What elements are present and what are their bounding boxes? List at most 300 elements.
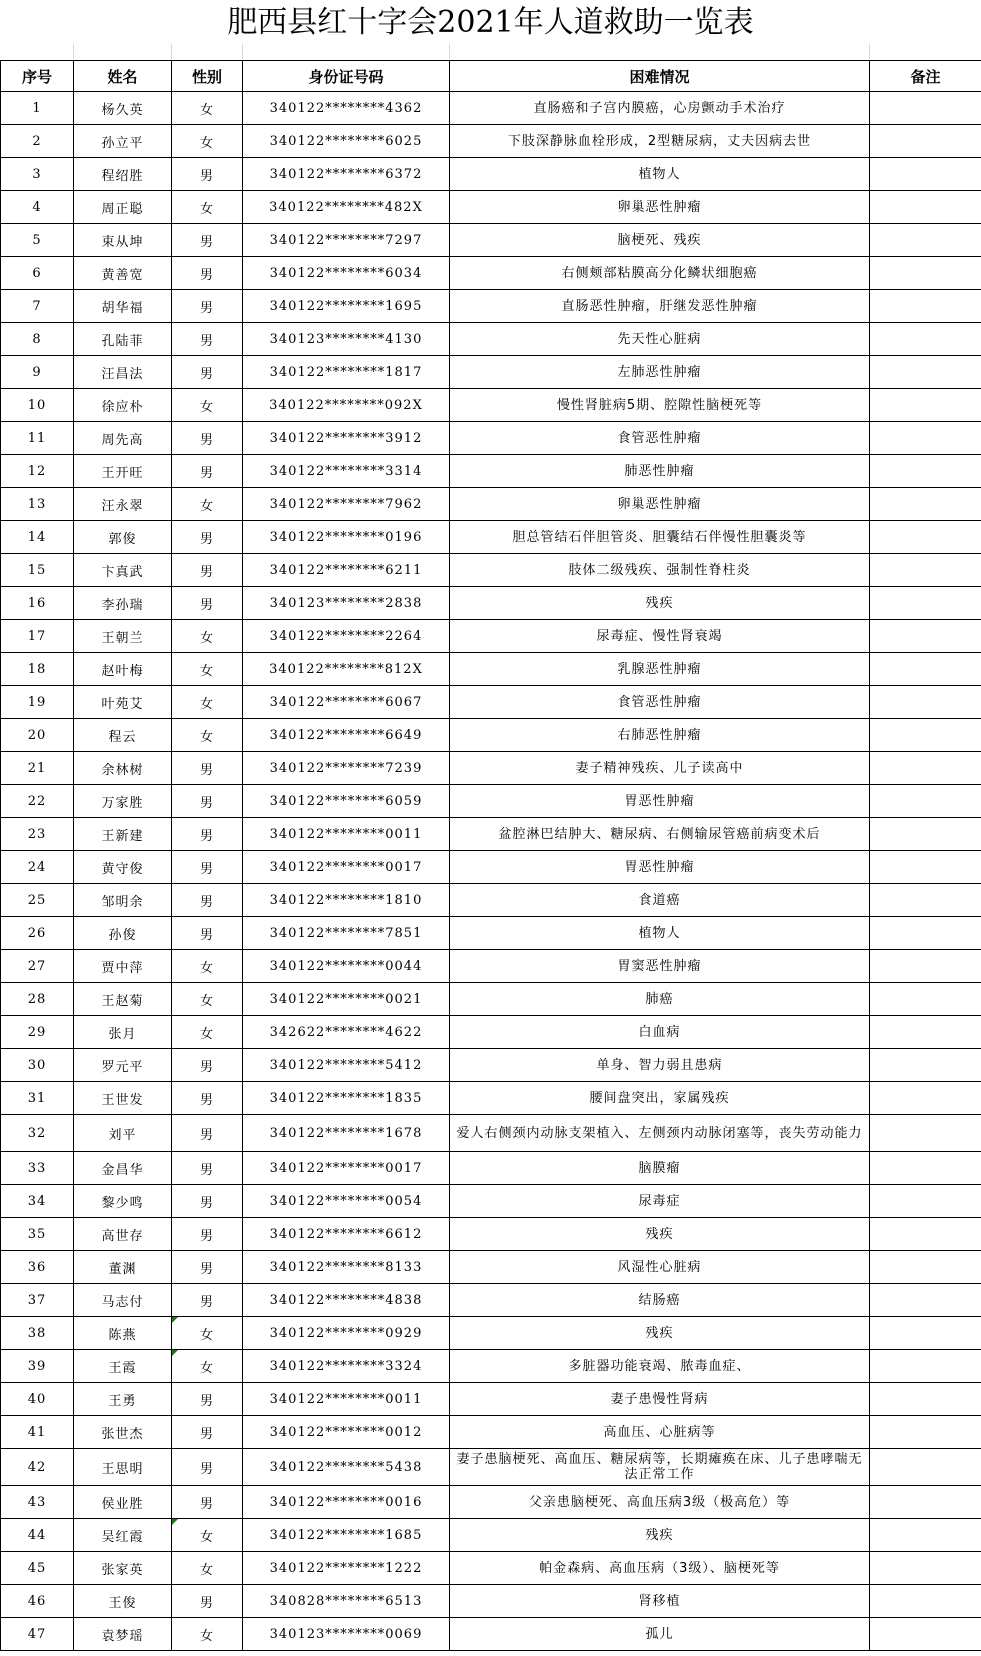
cell-seq: 15 (1, 554, 74, 587)
cell-condition: 肺癌 (450, 983, 870, 1016)
cell-seq: 21 (1, 752, 74, 785)
cell-name: 程云 (74, 719, 172, 752)
cell-remark (870, 323, 981, 356)
cell-remark (870, 224, 981, 257)
cell-seq: 42 (1, 1449, 74, 1486)
cell-seq: 14 (1, 521, 74, 554)
cell-gender: 女 (172, 1350, 243, 1383)
cell-condition: 植物人 (450, 917, 870, 950)
cell-remark (870, 1519, 981, 1552)
table-row (1, 1251, 981, 1284)
cell-remark (870, 158, 981, 191)
table-row (1, 1618, 981, 1651)
table-row (1, 884, 981, 917)
cell-gender: 男 (172, 1284, 243, 1317)
table-row (1, 686, 981, 719)
cell-seq: 37 (1, 1284, 74, 1317)
cell-id-number: 340122********0011 (243, 818, 450, 851)
cell-seq: 11 (1, 422, 74, 455)
table-row (1, 1185, 981, 1218)
cell-remark (870, 884, 981, 917)
cell-gender: 男 (172, 752, 243, 785)
cell-gender: 男 (172, 818, 243, 851)
table-row (1, 1519, 981, 1552)
cell-id-number: 340122********1685 (243, 1519, 450, 1552)
cell-id-number: 340122********1678 (243, 1115, 450, 1152)
cell-id-number: 340122********7239 (243, 752, 450, 785)
cell-name: 吴红霞 (74, 1519, 172, 1552)
cell-id-number: 340122********3324 (243, 1350, 450, 1383)
cell-gender: 男 (172, 1383, 243, 1416)
cell-seq: 3 (1, 158, 74, 191)
cell-remark (870, 785, 981, 818)
cell-seq: 25 (1, 884, 74, 917)
cell-name: 王赵菊 (74, 983, 172, 1016)
table-row (1, 521, 981, 554)
cell-name: 孙俊 (74, 917, 172, 950)
cell-seq: 43 (1, 1486, 74, 1519)
cell-gender: 女 (172, 1519, 243, 1552)
cell-id-number: 340122********3314 (243, 455, 450, 488)
cell-gender: 男 (172, 554, 243, 587)
cell-id-number: 340122********0929 (243, 1317, 450, 1350)
cell-seq: 2 (1, 125, 74, 158)
cell-name: 王世发 (74, 1082, 172, 1115)
cell-gender: 男 (172, 1115, 243, 1152)
cell-id-number: 340122********5412 (243, 1049, 450, 1082)
cell-gender: 女 (172, 686, 243, 719)
table-row (1, 1016, 981, 1049)
table-body (1, 92, 981, 1651)
cell-name: 叶苑艾 (74, 686, 172, 719)
header-seq: 序号 (1, 61, 74, 92)
cell-remark (870, 983, 981, 1016)
cell-gender: 男 (172, 521, 243, 554)
cell-seq: 27 (1, 950, 74, 983)
table-row (1, 1449, 981, 1486)
cell-gender: 男 (172, 1251, 243, 1284)
cell-condition: 帕金森病、高血压病（3级）、脑梗死等 (450, 1552, 870, 1585)
cell-name: 杨久英 (74, 92, 172, 125)
table-row (1, 587, 981, 620)
cell-id-number: 342622********4622 (243, 1016, 450, 1049)
cell-remark (870, 356, 981, 389)
cell-seq: 41 (1, 1416, 74, 1449)
cell-name: 王俊 (74, 1585, 172, 1618)
header-condition: 困难情况 (450, 61, 870, 92)
cell-name: 袁梦瑶 (74, 1618, 172, 1651)
cell-name: 高世存 (74, 1218, 172, 1251)
cell-condition: 白血病 (450, 1016, 870, 1049)
cell-gender: 男 (172, 1049, 243, 1082)
cell-id-number: 340123********0069 (243, 1618, 450, 1651)
cell-condition: 结肠癌 (450, 1284, 870, 1317)
table-row (1, 92, 981, 125)
cell-remark (870, 389, 981, 422)
cell-gender: 男 (172, 455, 243, 488)
cell-name: 王新建 (74, 818, 172, 851)
cell-seq: 10 (1, 389, 74, 422)
table-row (1, 1416, 981, 1449)
cell-id-number: 340122********0021 (243, 983, 450, 1016)
cell-id-number: 340122********1810 (243, 884, 450, 917)
cell-remark (870, 917, 981, 950)
cell-gender: 女 (172, 1016, 243, 1049)
cell-gender: 男 (172, 884, 243, 917)
table-row (1, 356, 981, 389)
cell-condition: 残疾 (450, 1218, 870, 1251)
cell-seq: 29 (1, 1016, 74, 1049)
table-row (1, 488, 981, 521)
cell-id-number: 340122********6034 (243, 257, 450, 290)
cell-remark (870, 1585, 981, 1618)
cell-gender: 男 (172, 323, 243, 356)
cell-gender: 女 (172, 1317, 243, 1350)
cell-id-number: 340828********6513 (243, 1585, 450, 1618)
cell-condition: 胆总管结石伴胆管炎、胆囊结石伴慢性胆囊炎等 (450, 521, 870, 554)
cell-gender: 男 (172, 1486, 243, 1519)
cell-condition: 残疾 (450, 587, 870, 620)
cell-condition: 肾移植 (450, 1585, 870, 1618)
cell-condition: 脑膜瘤 (450, 1152, 870, 1185)
cell-condition: 父亲患脑梗死、高血压病3级（极高危）等 (450, 1486, 870, 1519)
cell-seq: 24 (1, 851, 74, 884)
page-title: 肥西县红十字会2021年人道救助一览表 (227, 5, 754, 40)
cell-remark (870, 455, 981, 488)
table-row (1, 125, 981, 158)
cell-name: 刘平 (74, 1115, 172, 1152)
cell-condition: 卵巢恶性肿瘤 (450, 488, 870, 521)
cell-condition: 慢性肾脏病5期、腔隙性脑梗死等 (450, 389, 870, 422)
cell-id-number: 340122********1222 (243, 1552, 450, 1585)
cell-id-number: 340122********0012 (243, 1416, 450, 1449)
cell-gender: 女 (172, 620, 243, 653)
cell-name: 王霞 (74, 1350, 172, 1383)
cell-gender: 男 (172, 1449, 243, 1486)
cell-condition: 残疾 (450, 1317, 870, 1350)
table-row (1, 950, 981, 983)
cell-name: 罗元平 (74, 1049, 172, 1082)
table-row (1, 620, 981, 653)
cell-id-number: 340122********0017 (243, 851, 450, 884)
cell-name: 张月 (74, 1016, 172, 1049)
table-row (1, 1218, 981, 1251)
table-row (1, 455, 981, 488)
cell-seq: 9 (1, 356, 74, 389)
cell-seq: 5 (1, 224, 74, 257)
cell-name: 汪永翠 (74, 488, 172, 521)
cell-id-number: 340122********4838 (243, 1284, 450, 1317)
cell-remark (870, 653, 981, 686)
cell-seq: 7 (1, 290, 74, 323)
cell-seq: 39 (1, 1350, 74, 1383)
table-row (1, 1585, 981, 1618)
cell-remark (870, 719, 981, 752)
cell-remark (870, 1218, 981, 1251)
table-row (1, 1317, 981, 1350)
table-row (1, 290, 981, 323)
cell-id-number: 340122********7297 (243, 224, 450, 257)
table-row (1, 917, 981, 950)
cell-name: 邹明余 (74, 884, 172, 917)
table-row (1, 719, 981, 752)
cell-id-number: 340122********0044 (243, 950, 450, 983)
cell-remark (870, 1185, 981, 1218)
cell-remark (870, 191, 981, 224)
table-row (1, 983, 981, 1016)
cell-gender: 男 (172, 785, 243, 818)
table-header-row (1, 61, 981, 92)
cell-gender: 女 (172, 719, 243, 752)
cell-gender: 男 (172, 224, 243, 257)
cell-id-number: 340122********2264 (243, 620, 450, 653)
cell-gender: 女 (172, 92, 243, 125)
cell-condition: 胃窦恶性肿瘤 (450, 950, 870, 983)
cell-name: 王朝兰 (74, 620, 172, 653)
cell-name: 卞真武 (74, 554, 172, 587)
cell-seq: 18 (1, 653, 74, 686)
cell-condition: 先天性心脏病 (450, 323, 870, 356)
cell-gender: 女 (172, 653, 243, 686)
cell-condition: 左肺恶性肿瘤 (450, 356, 870, 389)
cell-condition: 肢体二级残疾、强制性脊柱炎 (450, 554, 870, 587)
cell-id-number: 340123********4130 (243, 323, 450, 356)
cell-condition: 胃恶性肿瘤 (450, 851, 870, 884)
cell-name: 汪昌法 (74, 356, 172, 389)
cell-name: 王开旺 (74, 455, 172, 488)
cell-seq: 23 (1, 818, 74, 851)
cell-condition: 乳腺恶性肿瘤 (450, 653, 870, 686)
cell-remark (870, 1416, 981, 1449)
cell-condition: 高血压、心脏病等 (450, 1416, 870, 1449)
cell-seq: 16 (1, 587, 74, 620)
cell-condition: 脑梗死、残疾 (450, 224, 870, 257)
cell-id-number: 340122********3912 (243, 422, 450, 455)
cell-name: 孔陆菲 (74, 323, 172, 356)
table-row (1, 158, 981, 191)
cell-remark (870, 554, 981, 587)
cell-seq: 6 (1, 257, 74, 290)
header-remark: 备注 (870, 61, 981, 92)
cell-remark (870, 1284, 981, 1317)
cell-name: 黄守俊 (74, 851, 172, 884)
cell-remark (870, 521, 981, 554)
cell-id-number: 340122********8133 (243, 1251, 450, 1284)
cell-remark (870, 290, 981, 323)
cell-name: 李孙瑞 (74, 587, 172, 620)
cell-id-number: 340122********6025 (243, 125, 450, 158)
header-gender: 性别 (172, 61, 243, 92)
cell-name: 郭俊 (74, 521, 172, 554)
cell-id-number: 340122********7962 (243, 488, 450, 521)
cell-id-number: 340122********812X (243, 653, 450, 686)
cell-remark (870, 1049, 981, 1082)
table-row (1, 323, 981, 356)
cell-remark (870, 1350, 981, 1383)
cell-condition: 食管恶性肿瘤 (450, 686, 870, 719)
cell-name: 张世杰 (74, 1416, 172, 1449)
cell-condition: 右肺恶性肿瘤 (450, 719, 870, 752)
cell-condition: 妻子患慢性肾病 (450, 1383, 870, 1416)
cell-remark (870, 752, 981, 785)
cell-name: 胡华福 (74, 290, 172, 323)
table-row (1, 191, 981, 224)
cell-remark (870, 257, 981, 290)
cell-condition: 食管恶性肿瘤 (450, 422, 870, 455)
cell-seq: 47 (1, 1618, 74, 1651)
cell-remark (870, 1115, 981, 1152)
cell-remark (870, 818, 981, 851)
cell-seq: 45 (1, 1552, 74, 1585)
cell-name: 程绍胜 (74, 158, 172, 191)
cell-gender: 男 (172, 1082, 243, 1115)
cell-seq: 31 (1, 1082, 74, 1115)
cell-condition: 妻子患脑梗死、高血压、糖尿病等，长期瘫痪在床、儿子患哮喘无法正常工作 (450, 1449, 870, 1486)
cell-remark (870, 92, 981, 125)
cell-id-number: 340123********2838 (243, 587, 450, 620)
cell-gender: 男 (172, 158, 243, 191)
table-row (1, 1284, 981, 1317)
cell-remark (870, 1082, 981, 1115)
cell-seq: 44 (1, 1519, 74, 1552)
cell-name: 赵叶梅 (74, 653, 172, 686)
cell-condition: 孤儿 (450, 1618, 870, 1651)
cell-gender: 女 (172, 191, 243, 224)
cell-id-number: 340122********4362 (243, 92, 450, 125)
cell-gender: 女 (172, 488, 243, 521)
cell-remark (870, 422, 981, 455)
cell-remark (870, 1449, 981, 1486)
table-row (1, 224, 981, 257)
cell-name: 余林树 (74, 752, 172, 785)
cell-seq: 33 (1, 1152, 74, 1185)
cell-name: 王勇 (74, 1383, 172, 1416)
cell-remark (870, 686, 981, 719)
table-row (1, 422, 981, 455)
cell-gender: 男 (172, 356, 243, 389)
cell-remark (870, 1618, 981, 1651)
cell-gender: 女 (172, 950, 243, 983)
cell-remark (870, 1317, 981, 1350)
cell-id-number: 340122********0011 (243, 1383, 450, 1416)
cell-seq: 20 (1, 719, 74, 752)
cell-seq: 35 (1, 1218, 74, 1251)
cell-gender: 男 (172, 290, 243, 323)
cell-id-number: 340122********6649 (243, 719, 450, 752)
cell-gender: 男 (172, 1218, 243, 1251)
cell-gender: 女 (172, 1552, 243, 1585)
table-row (1, 785, 981, 818)
cell-seq: 19 (1, 686, 74, 719)
cell-name: 马志付 (74, 1284, 172, 1317)
cell-condition: 肺恶性肿瘤 (450, 455, 870, 488)
cell-condition: 直肠恶性肿瘤，肝继发恶性肿瘤 (450, 290, 870, 323)
cell-remark (870, 620, 981, 653)
cell-seq: 13 (1, 488, 74, 521)
cell-condition: 风湿性心脏病 (450, 1251, 870, 1284)
cell-seq: 34 (1, 1185, 74, 1218)
cell-seq: 4 (1, 191, 74, 224)
cell-gender: 男 (172, 851, 243, 884)
cell-id-number: 340122********482X (243, 191, 450, 224)
cell-condition: 多脏器功能衰竭、脓毒血症、 (450, 1350, 870, 1383)
cell-id-number: 340122********1835 (243, 1082, 450, 1115)
cell-id-number: 340122********0054 (243, 1185, 450, 1218)
table-row (1, 1486, 981, 1519)
cell-id-number: 340122********1817 (243, 356, 450, 389)
table-row (1, 1049, 981, 1082)
cell-condition: 妻子精神残疾、儿子读高中 (450, 752, 870, 785)
table-row (1, 257, 981, 290)
cell-seq: 1 (1, 92, 74, 125)
cell-seq: 32 (1, 1115, 74, 1152)
aid-table (0, 60, 981, 1651)
cell-seq: 22 (1, 785, 74, 818)
cell-remark (870, 1152, 981, 1185)
cell-condition: 腰间盘突出，家属残疾 (450, 1082, 870, 1115)
cell-id-number: 340122********6372 (243, 158, 450, 191)
cell-name: 侯业胜 (74, 1486, 172, 1519)
cell-id-number: 340122********5438 (243, 1449, 450, 1486)
cell-gender: 女 (172, 389, 243, 422)
cell-name: 金昌华 (74, 1152, 172, 1185)
cell-gender: 男 (172, 257, 243, 290)
cell-gender: 女 (172, 1618, 243, 1651)
table-row (1, 389, 981, 422)
cell-remark (870, 851, 981, 884)
cell-name: 孙立平 (74, 125, 172, 158)
cell-id-number: 340122********0017 (243, 1152, 450, 1185)
cell-name: 徐应朴 (74, 389, 172, 422)
cell-condition: 爱人右侧颈内动脉支架植入、左侧颈内动脉闭塞等，丧失劳动能力 (450, 1115, 870, 1152)
cell-remark (870, 1552, 981, 1585)
table-row (1, 1552, 981, 1585)
table-row (1, 1115, 981, 1152)
cell-seq: 8 (1, 323, 74, 356)
cell-name: 陈燕 (74, 1317, 172, 1350)
table-row (1, 1350, 981, 1383)
cell-name: 黄善宽 (74, 257, 172, 290)
cell-condition: 直肠癌和子宫内膜癌，心房颤动手术治疗 (450, 92, 870, 125)
cell-seq: 30 (1, 1049, 74, 1082)
cell-condition: 食道癌 (450, 884, 870, 917)
table-row (1, 1383, 981, 1416)
cell-id-number: 340122********0196 (243, 521, 450, 554)
table-row (1, 1082, 981, 1115)
cell-seq: 46 (1, 1585, 74, 1618)
cell-gender: 女 (172, 983, 243, 1016)
cell-condition: 卵巢恶性肿瘤 (450, 191, 870, 224)
cell-id-number: 340122********6059 (243, 785, 450, 818)
cell-id-number: 340122********6211 (243, 554, 450, 587)
cell-name: 张家英 (74, 1552, 172, 1585)
table-row (1, 851, 981, 884)
cell-id-number: 340122********0016 (243, 1486, 450, 1519)
cell-id-number: 340122********6067 (243, 686, 450, 719)
cell-remark (870, 1251, 981, 1284)
cell-condition: 尿毒症 (450, 1185, 870, 1218)
table-row (1, 1152, 981, 1185)
cell-name: 董渊 (74, 1251, 172, 1284)
cell-seq: 36 (1, 1251, 74, 1284)
table-row (1, 752, 981, 785)
cell-id-number: 340122********6612 (243, 1218, 450, 1251)
sheet-spacer-row (0, 44, 981, 60)
cell-seq: 28 (1, 983, 74, 1016)
cell-name: 贾中萍 (74, 950, 172, 983)
cell-condition: 右侧颊部粘膜高分化鳞状细胞癌 (450, 257, 870, 290)
cell-name: 周正聪 (74, 191, 172, 224)
